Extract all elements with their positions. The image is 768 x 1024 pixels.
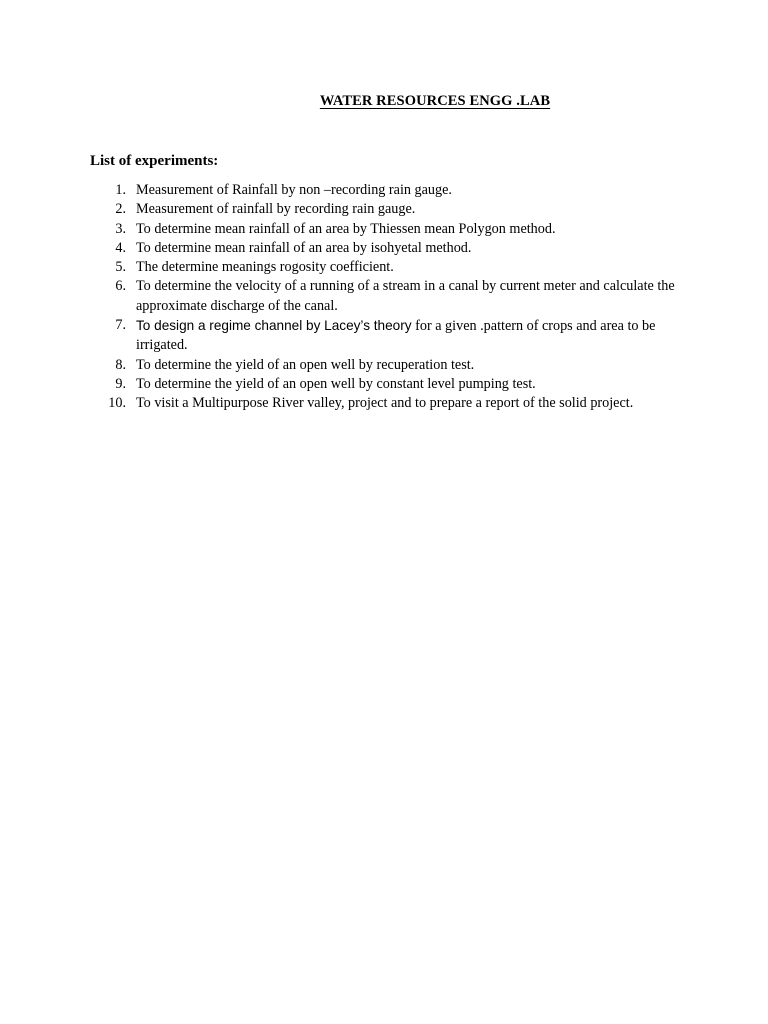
document-title: WATER RESOURCES ENGG .LAB: [319, 93, 551, 109]
item-text-part-b: for a given .pattern of crops and area to be irrigated.: [136, 318, 656, 354]
item-text: Measurement of Rainfall by non –recording rain gauge.: [136, 182, 452, 198]
list-item: [0, 394, 768, 413]
list-item: [0, 375, 768, 394]
item-text: To visit a Multipurpose River valley, project and to prepare a report of the solid project.: [136, 395, 634, 412]
list-item: [0, 258, 768, 277]
experiment-list: [0, 181, 768, 414]
item-number: 1.: [115, 182, 126, 198]
item-number: 8.: [115, 356, 126, 373]
item-text: To determine mean rainfall of an area by Thiessen mean Polygon method.: [136, 220, 556, 237]
item-number: 9.: [115, 375, 126, 392]
item-number: 2.: [115, 201, 126, 218]
list-item: [0, 356, 768, 375]
list-item: [0, 220, 768, 239]
item-text: To determine the velocity of a running of a stream in a canal by current meter and calculate the approximate discharge of the canal.: [136, 278, 675, 314]
item-text-part-a: To design a regime channel by Lacey’s theory: [136, 318, 412, 334]
list-heading: List of experiments:: [90, 153, 219, 169]
item-number: 7.: [115, 317, 126, 334]
list-item: [0, 200, 768, 219]
list-item: [0, 239, 768, 258]
item-text: [136, 316, 682, 356]
item-text: To determine mean rainfall of an area by isohyetal method.: [136, 239, 472, 256]
item-text: To determine the yield of an open well by recuperation test.: [136, 356, 475, 373]
item-number: 5.: [115, 259, 126, 276]
item-number: 10.: [108, 395, 126, 412]
list-item: [0, 181, 768, 200]
item-text: Measurement of rainfall by recording rain gauge.: [136, 201, 416, 218]
list-item: [0, 277, 768, 316]
item-number: 3.: [115, 220, 126, 237]
item-number: 6.: [115, 278, 126, 295]
item-text: To determine the yield of an open well by constant level pumping test.: [136, 375, 536, 392]
item-text: The determine meanings rogosity coefficient.: [136, 259, 394, 276]
item-number: 4.: [115, 239, 126, 256]
list-item: [0, 316, 768, 356]
